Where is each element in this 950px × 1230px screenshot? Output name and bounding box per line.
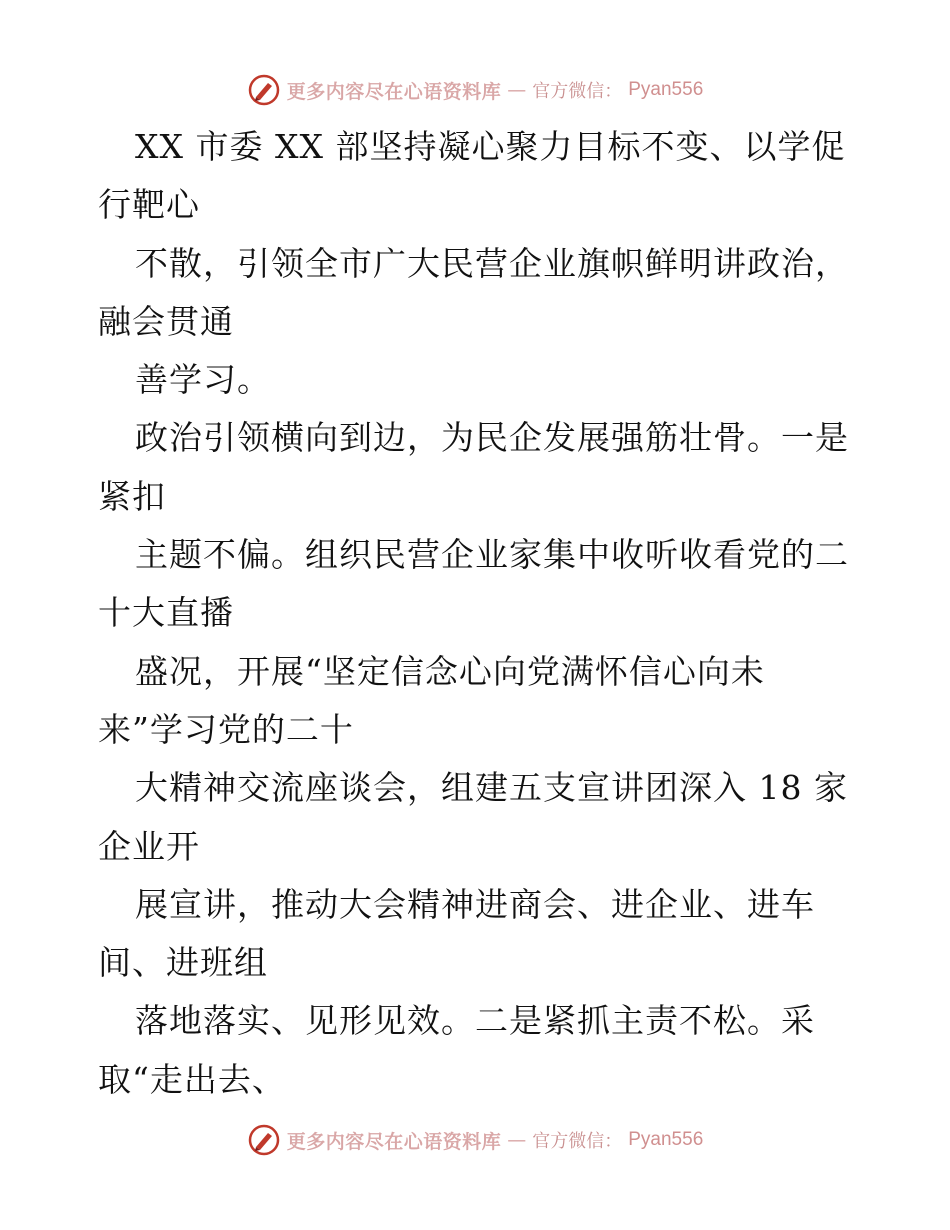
text-line: 企业开 (98, 826, 200, 866)
text-line: 落地落实、见形见效。二是紧抓主责不松。采 (135, 1001, 815, 1041)
text-line: 不散，引领全市广大民营企业旗帜鲜明讲政治， (135, 243, 849, 283)
watermark-wechat-label: 官方微信： (532, 1131, 623, 1152)
text-line: 融会贯通 (98, 301, 234, 341)
pen-logo-icon (247, 1123, 281, 1157)
text-line: 十大直播 (98, 593, 234, 633)
text-line: 政治引领横向到边，为民企发展强筋壮骨。一是 (135, 418, 849, 458)
watermark-dash: — (507, 79, 527, 101)
text-line: 大精神交流座谈会，组建五支宣讲团深入 18 家 (135, 768, 848, 808)
text-line: 善学习。 (135, 360, 271, 400)
watermark-wechat-id: Pyan556 (628, 79, 704, 100)
text-line: 来”学习党的二十 (98, 709, 354, 749)
text-line: 间、进班组 (98, 943, 268, 983)
watermark-footer (0, 1120, 950, 1160)
watermark-dash: — (507, 1129, 527, 1151)
pen-logo-icon (247, 73, 281, 107)
text-line: XX 市委 XX 部坚持凝心聚力目标不变、以学促 (135, 127, 846, 166)
watermark-wechat-label: 官方微信： (532, 81, 623, 102)
text-line: 紧扣 (98, 476, 166, 516)
text-line: 取“走出去、 (98, 1059, 286, 1099)
text-line: 盛况，开展“坚定信念心向党满怀信心向未 (135, 651, 765, 691)
watermark-text: 更多内容尽在心语资料库 (286, 80, 502, 103)
document-body (98, 118, 858, 1109)
watermark-text: 更多内容尽在心语资料库 (286, 1130, 502, 1153)
text-line: 行靶心 (98, 185, 200, 225)
watermark-header (0, 70, 950, 110)
text-line: 主题不偏。组织民营企业家集中收听收看党的二 (135, 535, 849, 575)
watermark-wechat-id: Pyan556 (628, 1129, 704, 1150)
text-line: 展宣讲，推动大会精神进商会、进企业、进车 (135, 884, 815, 924)
